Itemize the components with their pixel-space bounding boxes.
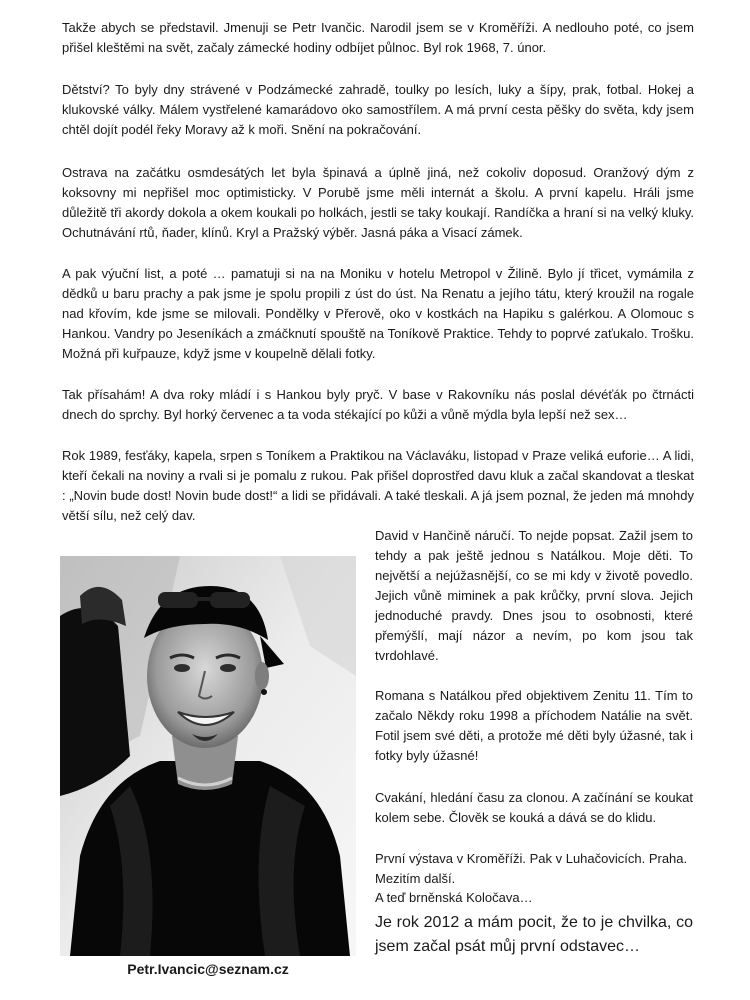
paragraph-exhibitions: První výstava v Kroměříži. Pak v Luhačovicích. Praha. Mezitím další. <box>375 851 688 886</box>
paragraph-closing: Je rok 2012 a mám pocit, že to je chvilka, co jsem začal psát můj první odstavec… <box>375 914 693 955</box>
paragraph-intro: Takže abych se představil. Jmenuji se Petr Ivančic. Narodil jsem se v Kroměříži. A nedlouho poté, co jsem přišel kleštěmi na svět, začaly zámecké hodiny odbíjet půlnoc. Byl rok 1968, 7. únor. <box>62 20 694 55</box>
paragraph-clicking: Cvakání, hledání času za clonou. A začínání se koukat kolem sebe. Člověk se kouká a dává se do klidu. <box>375 790 693 825</box>
portrait-photo-icon <box>60 556 356 956</box>
paragraph-kolocava: A teď brněnská Koločava… <box>375 890 533 905</box>
paragraph-zenit: Romana s Natálkou před objektivem Zenitu 11. Tím to začalo Někdy roku 1998 a příchodem Natálie na svět. Fotil jsem své děti, a protože mé děti byly úžasné, tak i fotky byly úžasné! <box>375 688 693 763</box>
paragraph-ostrava: Ostrava na začátku osmdesátých let byla špinavá a úplně jiná, než cokoliv doposud. Oranžový dým z koksovny mi nepřišel moc optimisticky. V Porubě jsme měli internát a školu. A první kapelu. Hráli jsme důležitě tři akordy dokola a okem koukali po holkách, jestli se taky koukají. Randíčka a hraní si na velký kluky. Ochutnávání rtů, ňader, klínů. Kryl a Pražský výběr. Jasná páka a Visací zámek. <box>62 165 694 240</box>
paragraph-army: Tak přísahám! A dva roky mládí i s Hankou byly pryč. V base v Rakovníku nás poslal dévéťák po čtrnácti dnech do sprchy. Byl horký červenec a ta voda stékající po kůži a vůně mýdla byla lepší než sex… <box>62 387 694 422</box>
paragraph-childhood: Dětství? To byly dny strávené v Podzámecké zahradě, toulky po lesích, luky a šípy, prak, fotbal. Hokej a klukovské války. Málem vystřelené kamarádovo oko samostřílem. A má první cesta pěšky do světa, kdy jsem chtěl dojít podél řeky Moravy až k moři. Snění na pokračování. <box>62 82 694 137</box>
paragraph-children: David v Hančině náručí. To nejde popsat. Zažil jsem to tehdy a pak ještě jednou s Natálkou. Moje děti. To největší a nejúžasnější, co se mi kdy v životě povedlo. Jejich vůně miminek a pak krůčky, první slova. Jejich jednoduché pravdy. Dnes jsou to osobnosti, které přemýšlí, mají názor a nevím, po kom jsou tak tvrdohlavé. <box>375 528 693 663</box>
email-address: Petr.Ivancic@seznam.cz <box>127 961 289 977</box>
paragraph-youth: A pak výuční list, a poté … pamatuji si na na Moniku v hotelu Metropol v Žilině. Bylo jí třicet, vymámila z dědků u baru prachy a pak jsme je spolu propili z úst do úst. Na Renatu a jejího tátu, který kroužil na rogale nad křovím, kde jsme se milovali. Pondělky v Přerově, oko v kostkách na Hapiku s galérkou. A Olomouc s Hankou. Vandry po Jeseníkách a zmáčknutí spouště na Toníkově Praktice. Tehdy to poprvé zaťukalo. Trošku. Možná při kuřpauze, když jsme v koupelně dělali fotky. <box>62 266 694 361</box>
paragraph-1989: Rok 1989, fesťáky, kapela, srpen s Toníkem a Praktikou na Václaváku, listopad v Praze veliká euforie… A lidi, kteří čekali na noviny a rvali si je pomalu z rukou. Pak přišel doprostřed davu kluk a začal skandovat a tleskat : „Novin bude dost! Novin bude dost!“ a lidi se přidávali. A také tleskali. A já jsem poznal, že jeden má mnohdy větší sílu, než celý dav. <box>62 448 694 523</box>
